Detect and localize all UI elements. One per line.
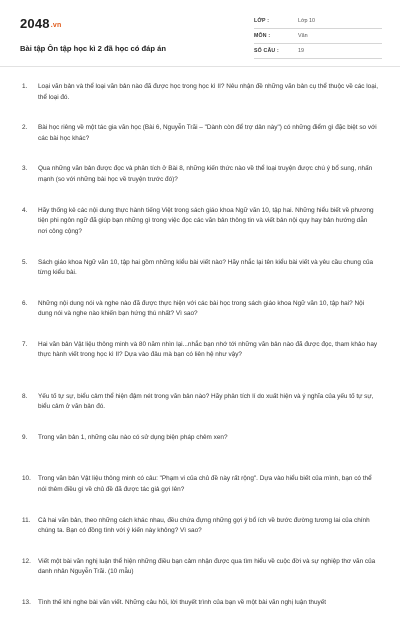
question-number: 10. [22,475,31,483]
meta-value: Lớp 10 [298,18,316,24]
question-number: 6. [22,299,28,307]
document-title: Bài tập Ôn tập học kì 2 đã học có đáp án [20,44,166,53]
question-item [22,164,382,205]
question-text: Bài học riêng về một tác gia văn học (Bài 6, Nguyễn Trãi – "Dành còn để trợ dân này") có những điểm gì đặc biệt so với các bài học khác? [38,124,377,142]
question-number: 8. [22,392,28,400]
question-text: Qua những văn bản được đọc và phân tích ở Bài 8, những kiến thức nào về thể loại truyện được chú ý bổ sung, nhấn mạnh (so với những bài học về truyện trước đó)? [38,165,373,183]
site-logo[interactable] [20,16,61,31]
question-text: Yếu tố tự sự, biểu cảm thể hiện đậm nét trong văn bản nào? Hãy phân tích lí do xuất hiện và ý nghĩa của yếu tố tự sự, biểu cảm ở văn bản đó. [38,392,374,411]
meta-value: 19 [298,48,304,54]
document-header [18,14,382,66]
question-text: Trong văn bản Vật liệu thông minh có câu: "Phạm vi của chủ đề này rất rộng". Dựa vào hiểu biết của mình, bạn có thể nói thêm điều gì về chủ đề đã được tác giả gợi lên? [38,475,372,493]
meta-key: LỚP : [254,18,270,24]
question-number: 12. [22,557,31,565]
question-number: 7. [22,340,28,348]
question-number: 11. [22,516,31,524]
question-text: Những nội dung nói và nghe nào đã được thực hiện với các bài học trong sách giáo khoa Ngữ văn 10, tập hai? Nội dung nói và nghe nào khiến bạn hứng thú nhất? Vì sao? [38,299,365,318]
meta-key: MÔN : [254,33,271,39]
header-divider [0,66,400,67]
question-item [22,433,382,474]
question-item [22,258,382,299]
question-number: 2. [22,124,28,132]
question-text: Sách giáo khoa Ngữ văn 10, tập hai gồm những kiểu bài viết nào? Hãy nhắc lại tên kiểu bài viết và yêu cầu chung của từng kiểu bài. [38,258,374,277]
question-text: Cả hai văn bản, theo những cách khác nhau, đều chứa đựng những gợi ý bổ ích về bước đường tương lai của chính chúng ta. Bạn có đồng tình với ý kiến này không? Vì sao? [38,516,370,534]
question-item [22,557,382,598]
meta-row-subject [254,29,382,44]
meta-row-count [254,44,382,59]
logo-text: 2048 [20,16,50,31]
meta-row-class [254,14,382,29]
question-item [22,474,382,515]
meta-value: Văn [298,33,308,39]
question-list [22,82,382,639]
logo-suffix: .vn [50,22,62,29]
question-item [22,598,382,639]
question-text: Hai văn bản Vật liệu thông minh và 80 năm nhìn lại...nhắc bạn nhớ tới những văn bản nào đã được đọc, tham khảo hay thực hành viết trong học kì II? Dựa vào đâu mà bạn có liên hệ như vậy? [38,340,378,359]
question-item [22,392,382,433]
question-text: Hãy thống kê các nội dung thực hành tiếng Việt trong sách giáo khoa Ngữ văn 10, tập hai. Những hiểu biết về phương tiện phi ngôn ngữ đã giúp bạn những gì trong việc đọc các văn bản thông tin và viết bản nội quy hay bản hướng dẫn nơi công cộng? [38,206,374,235]
question-number: 13. [22,598,31,606]
question-item [22,82,382,123]
question-item [22,299,382,340]
meta-table [254,14,382,59]
question-number: 1. [22,83,28,90]
question-item [22,516,382,557]
question-number: 4. [22,206,28,214]
meta-key: SỐ CÂU : [254,48,279,54]
question-text: Viết một bài văn nghị luận thể hiện những điều bạn cảm nhận được qua tìm hiểu về cuộc đời và sự nghiệp thơ văn của danh nhân Nguyễn Trãi. (10 mẫu) [38,557,376,576]
question-item [22,123,382,164]
question-number: 9. [22,434,28,442]
question-item [22,340,382,392]
question-text: Tình thế khi nghe bài văn viết. Những câu hỏi, lời thuyết trình của bạn về một bài văn nghị luận thuyết [38,598,327,606]
question-text: Loại văn bản và thể loại văn bản nào đã được học trong học kì II? Nêu nhận đề những văn bản cụ thể thuộc về các loại, thể loại đó. [38,83,378,101]
question-item [22,206,382,258]
question-text: Trong văn bản 1, những câu nào có sử dụng biện pháp chêm xen? [38,434,228,442]
question-number: 5. [22,258,28,266]
question-number: 3. [22,165,28,173]
